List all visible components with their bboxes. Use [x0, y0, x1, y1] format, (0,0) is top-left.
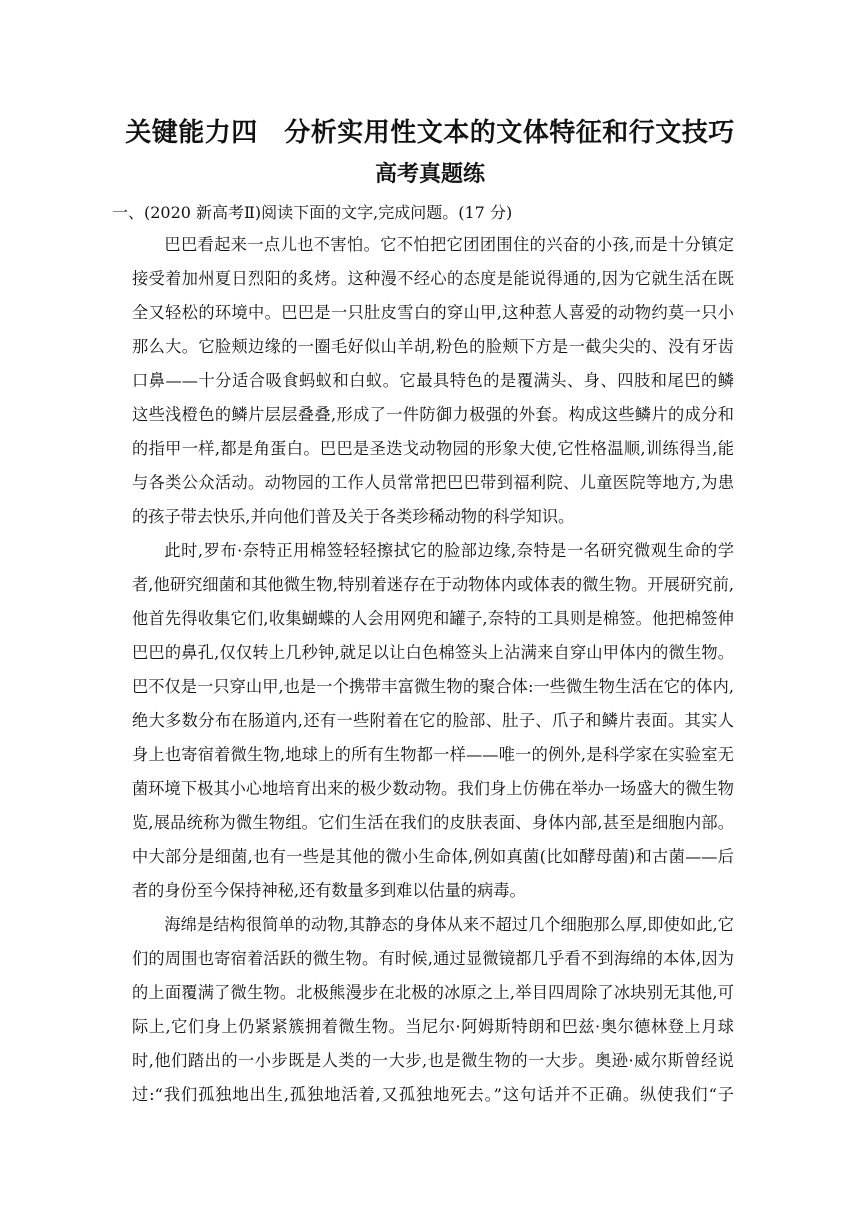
text-line: 览,展品统称为微生物组。它们生活在我们的皮肤表面、身体内部,甚至是细胞内部。: [132, 813, 734, 832]
paragraph-text: [132, 908, 734, 1112]
text-line: 者,他研究细菌和其他微生物,特别着迷存在于动物体内或体表的微生物。开展研究前,: [132, 575, 734, 594]
text-line: 的上面覆满了微生物。北极熊漫步在北极的冰原之上,举目四周除了冰块别无其他,可: [132, 983, 734, 1002]
text-line: 巴不仅是一只穿山甲,也是一个携带丰富微生物的聚合体:一些微生物生活在它的体内,: [132, 677, 734, 696]
text-line: 们的周围也寄宿着活跃的微生物。有时候,通过显微镜都几乎看不到海绵的本体,因为: [132, 949, 734, 968]
paragraph-text: [132, 534, 734, 908]
page-subtitle: 高考真题练: [374, 162, 485, 187]
text-line: 全又轻松的环境中。巴巴是一只肚皮雪白的穿山甲,这种惹人喜爱的动物约莫一只小: [132, 303, 734, 322]
paragraph-2: [132, 534, 734, 908]
text-line: 巴巴看起来一点儿也不害怕。它不怕把它团团围住的兴奋的小孩,而是十分镇定: [164, 235, 734, 254]
text-line: 者的身份至今保持神秘,还有数量多到难以估量的病毒。: [132, 881, 526, 900]
paragraph-3: [132, 908, 734, 1112]
text-line: 此时,罗布·奈特正用棉签轻轻擦拭它的脸部边缘,奈特是一名研究微观生命的学: [164, 541, 734, 560]
paragraph-1: [132, 228, 734, 534]
text-line: 的孩子带去快乐,并向他们普及关于各类珍稀动物的科学知识。: [132, 507, 575, 526]
text-line: 这些浅橙色的鳞片层层叠叠,形成了一件防御力极强的外套。构成这些鳞片的成分和: [132, 405, 734, 424]
question-heading: 一、(2020 新高考Ⅱ)阅读下面的文字,完成问题。(17 分): [112, 203, 513, 222]
text-line: 巴巴的鼻孔,仅仅转上几秒钟,就足以让白色棉签头上沾满来自穿山甲体内的微生物。: [132, 643, 734, 662]
text-line: 绝大多数分布在肠道内,还有一些附着在它的脸部、肚子、爪子和鳞片表面。其实人: [132, 711, 734, 730]
text-line: 菌环境下极其小心地培育出来的极少数动物。我们身上仿佛在举办一场盛大的微生物: [132, 779, 734, 798]
text-line: 中大部分是细菌,也有一些是其他的微小生命体,例如真菌(比如酵母菌)和古菌——后: [132, 847, 734, 866]
text-line: 那么大。它脸颊边缘的一圈毛好似山羊胡,粉色的脸颊下方是一截尖尖的、没有牙齿: [132, 337, 734, 356]
text-line: 时,他们踏出的一小步既是人类的一大步,也是微生物的一大步。奥逊·威尔斯曾经说: [132, 1051, 734, 1070]
page-title: 关键能力四 分析实用性文本的文体特征和行文技巧: [125, 118, 735, 148]
text-line: 身上也寄宿着微生物,地球上的所有生物都一样——唯一的例外,是科学家在实验室无: [132, 745, 734, 764]
text-line: 与各类公众活动。动物园的工作人员常常把巴巴带到福利院、儿童医院等地方,为患: [132, 473, 734, 492]
text-line: 过:“我们孤独地出生,孤独地活着,又孤独地死去。”这句话并不正确。纵使我们“子: [132, 1085, 734, 1104]
text-line: 他首先得收集它们,收集蝴蝶的人会用网兜和罐子,奈特的工具则是棉签。他把棉签伸: [132, 609, 734, 628]
text-line: 海绵是结构很简单的动物,其静态的身体从来不超过几个细胞那么厚,即使如此,它: [164, 915, 734, 934]
paragraph-text: [132, 228, 734, 534]
text-line: 口鼻——十分适合吸食蚂蚁和白蚁。它最具特色的是覆满头、身、四肢和尾巴的鳞: [132, 371, 734, 390]
text-line: 际上,它们身上仍紧紧簇拥着微生物。当尼尔·阿姆斯特朗和巴兹·奥尔德林登上月球: [132, 1017, 734, 1036]
text-line: 接受着加州夏日烈阳的炙烤。这种漫不经心的态度是能说得通的,因为它就生活在既: [132, 269, 734, 288]
text-line: 的指甲一样,都是角蛋白。巴巴是圣迭戈动物园的形象大使,它性格温顺,训练得当,能: [132, 439, 734, 458]
